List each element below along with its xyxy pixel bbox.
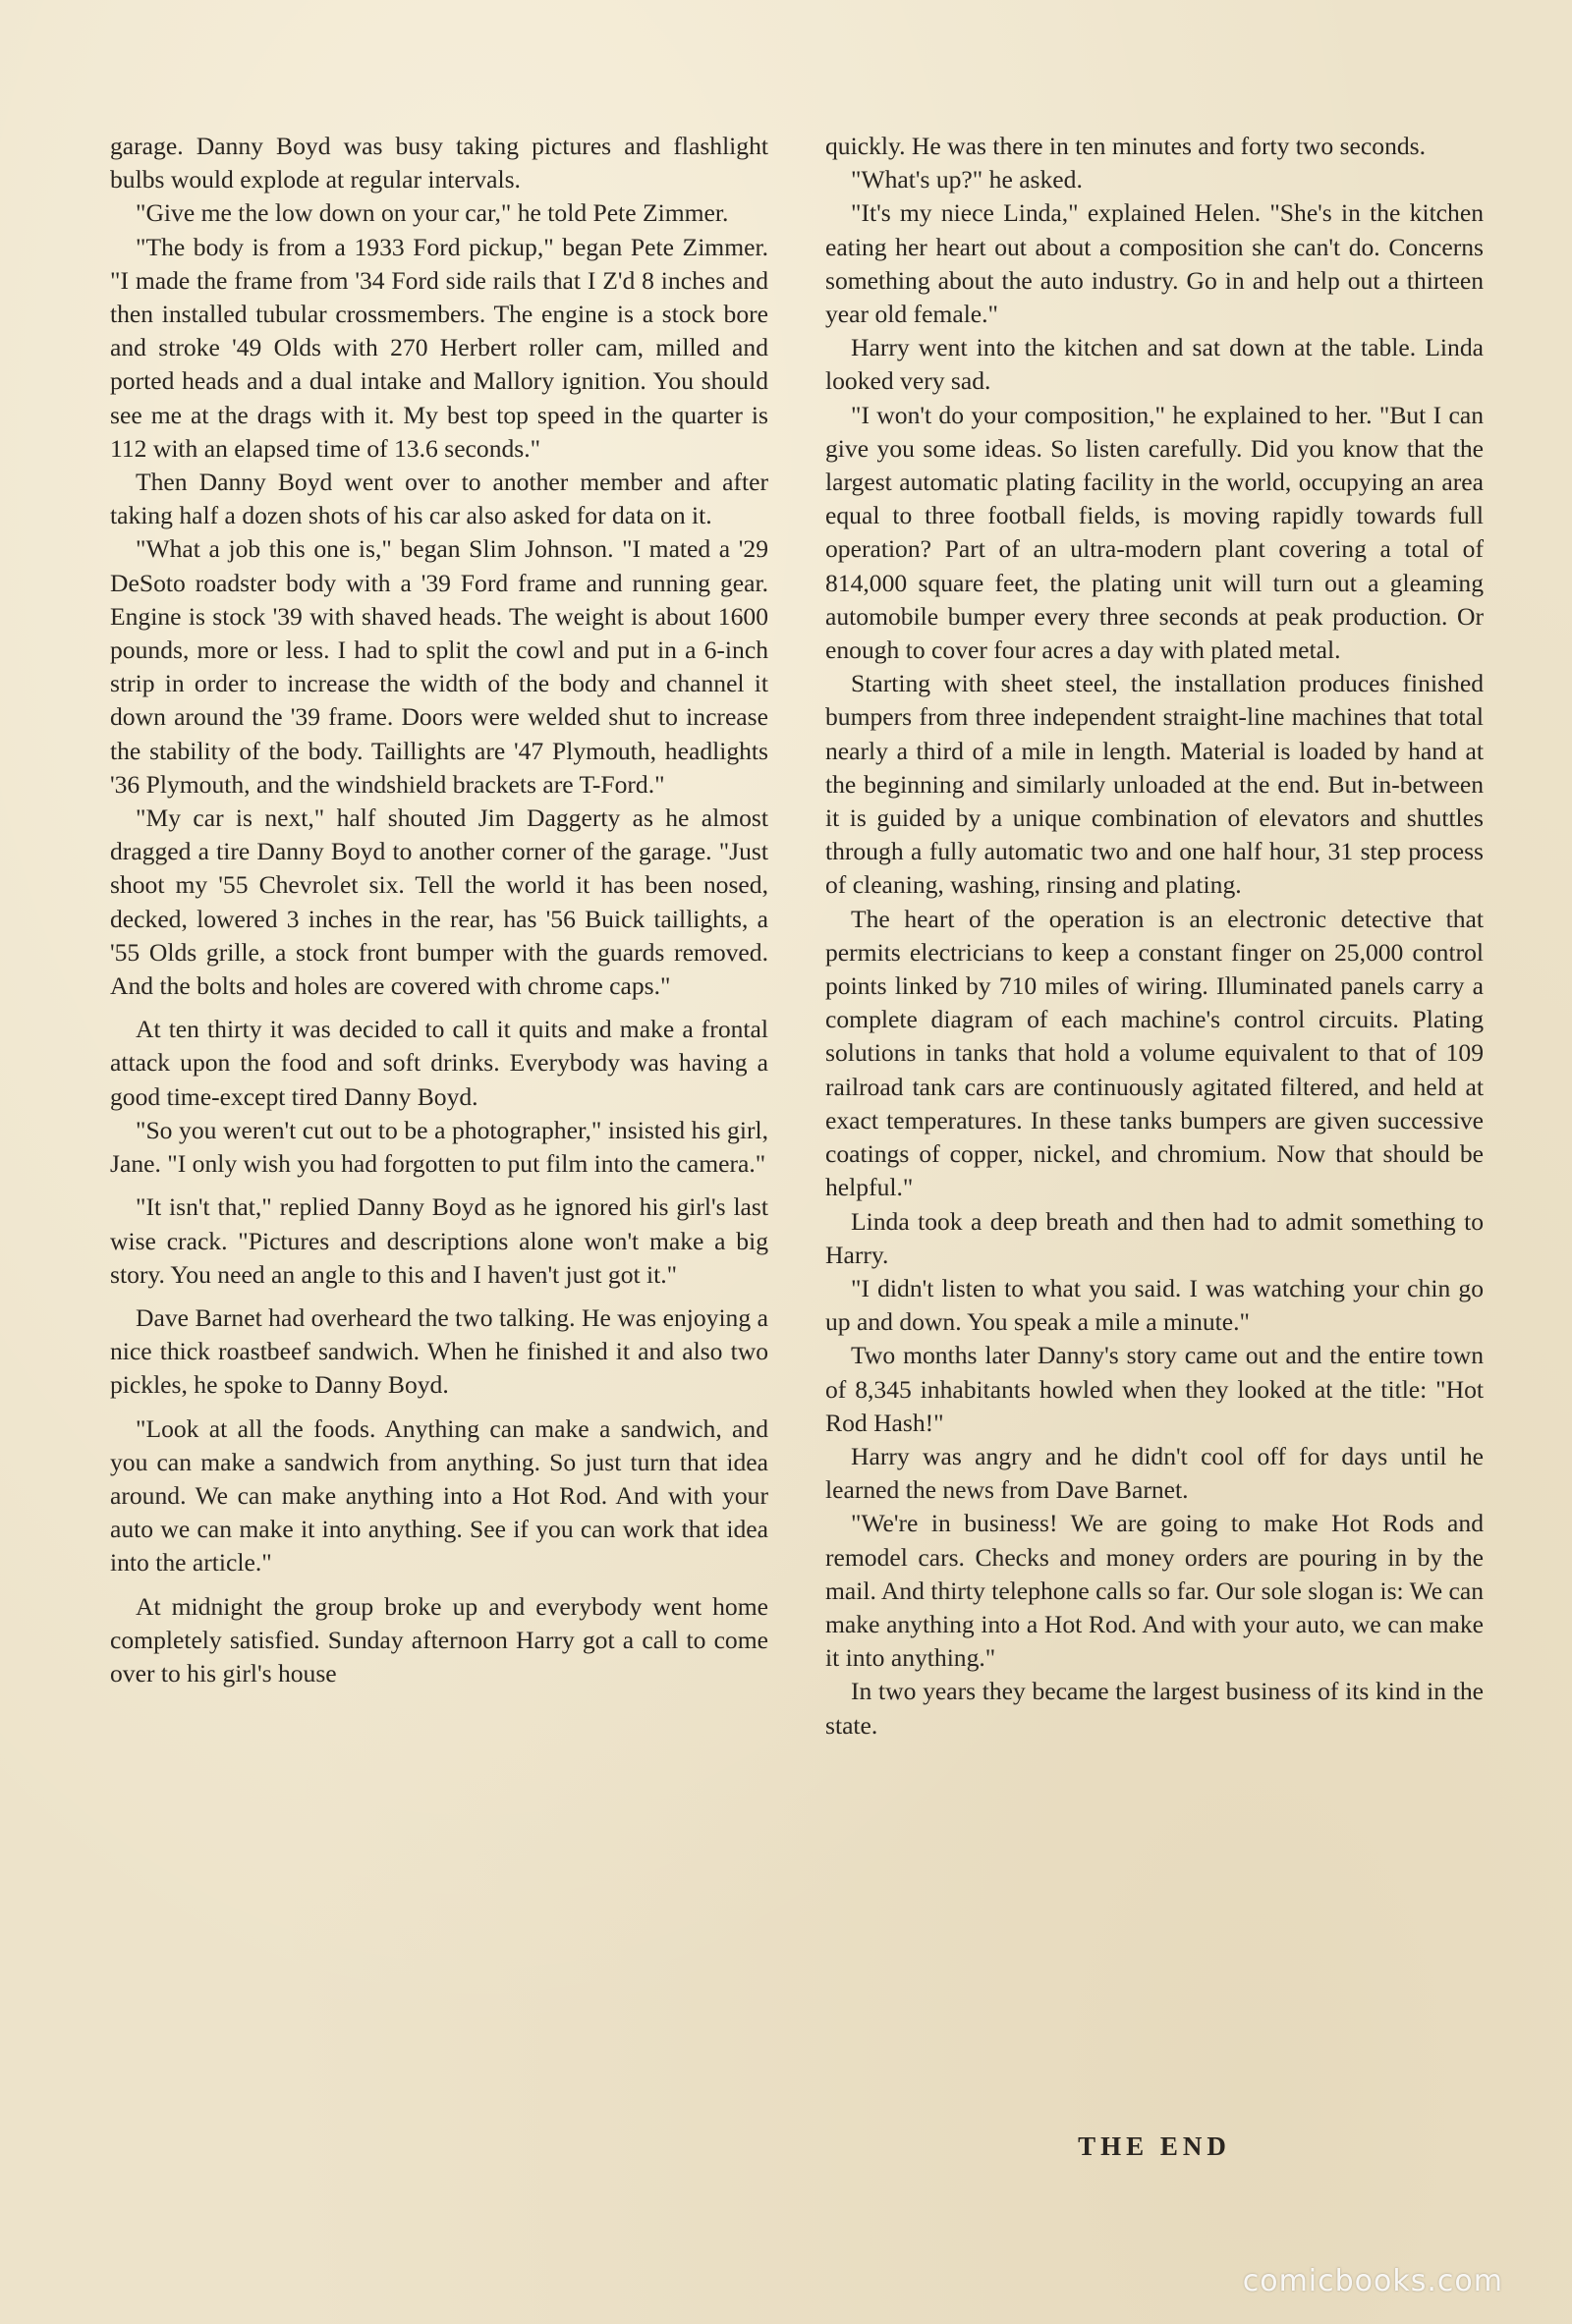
paragraph: At ten thirty it was decided to call it quits and make a frontal attack upon the food and soft drinks. Everybody was having a good time-except tired Danny Boyd.: [110, 1015, 768, 1111]
paragraph: quickly. He was there in ten minutes and forty two seconds.: [825, 132, 1427, 160]
paragraph: "I didn't listen to what you said. I was watching your chin go up and down. You speak a mile a minute.": [825, 1273, 1484, 1337]
paragraph: In two years they became the largest business of its kind in the state.: [825, 1677, 1484, 1740]
site-watermark: comicbooks.com: [1242, 2264, 1503, 2298]
paragraph: "It's my niece Linda," explained Helen. "She's in the kitchen eating her heart out about a composition she can't do. Concerns something about the auto industry. Go in and help out a thirteen year old female.": [825, 198, 1484, 329]
paragraph: Harry went into the kitchen and sat down at the table. Linda looked very sad.: [825, 333, 1484, 396]
paragraph: "I won't do your composition," he explained to her. "But I can give you some ideas. So listen carefully. Did you know that the largest automatic plating facility in the world, occupying an area equal to three football fields, is moving rapidly towards full operation? Part of an ultra-modern plant covering a total of 814,000 square feet, the plating unit will turn out a gleaming automobile bumper every three seconds at peak production. Or enough to cover four acres a day with plated metal.: [825, 400, 1484, 665]
paragraph: At midnight the group broke up and everybody went home completely satisfied. Sunday afternoon Harry got a call to come over to his girl's house: [110, 1591, 768, 1688]
paragraph: "What a job this one is," began Slim Johnson. "I mated a '29 DeSoto roadster body with a '39 Ford frame and running gear. Engine is stock '39 with shaved heads. The weight is about 1600 pounds, more or less. I had to split the cowl and put in a 6-inch strip in order to increase the width of the body and channel it down around the '39 frame. Doors were welded shut to increase the stability of the body. Taillights are '47 Plymouth, headlights '36 Plymouth, and the windshield brackets are T-Ford.": [110, 534, 768, 799]
left-text-column: [110, 130, 768, 1690]
paragraph: "It isn't that," replied Danny Boyd as he ignored his girl's last wise crack. "Pictures and descriptions alone won't make a big story. You need an angle to this and I haven't just got it.": [110, 1192, 768, 1289]
paragraph: The heart of the operation is an electronic detective that permits electricians to keep a constant finger on 25,000 control points linked by 710 miles of wiring. Illuminated panels carry a complete diagram of each machine's control circuits. Plating solutions in tanks that hold a volume equivalent to that of 109 railroad tank cars are continuously agitated filtered, and held at exact temperatures. In these tanks bumpers are given successive coatings of copper, nickel, and chromium. Now that should be helpful.": [825, 904, 1484, 1202]
paragraph: Starting with sheet steel, the installation produces finished bumpers from three independent straight-line machines that total nearly a third of a mile in length. Material is loaded by hand at the beginning and similarly unloaded at the end. But in-between it is guided by a unique combination of elevators and shuttles through a fully automatic two and one half hour, 31 step process of cleaning, washing, rinsing and plating.: [825, 669, 1484, 900]
paragraph: Linda took a deep breath and then had to admit something to Harry.: [825, 1206, 1484, 1269]
right-text-column: [825, 130, 1484, 1743]
paragraph: "My car is next," half shouted Jim Daggerty as he almost dragged a tire Danny Boyd to another corner of the garage. "Just shoot my '55 Chevrolet six. Tell the world it has been nosed, decked, lowered 3 inches in the rear, has '56 Buick taillights, a '55 Olds grille, a stock front bumper with the guards removed. And the bolts and holes are covered with chrome caps.": [110, 803, 768, 1001]
paragraph: "The body is from a 1933 Ford pickup," began Pete Zimmer. "I made the frame from '34 Ford side rails that I Z'd 8 inches and then installed tubular crossmembers. The engine is a stock bore and stroke '49 Olds with 270 Herbert roller cam, milled and ported heads and a dual intake and Mallory ignition. You should see me at the drags with it. My best top speed in the quarter is 112 with an elapsed time of 13.6 seconds.": [110, 232, 768, 463]
paragraph: "So you weren't cut out to be a photographer," insisted his girl, Jane. "I only wish you had forgotten to put film into the camera.": [110, 1115, 768, 1179]
paragraph: Two months later Danny's story came out and the entire town of 8,345 inhabitants howled when they looked at the title: "Hot Rod Hash!": [825, 1341, 1484, 1437]
paragraph: Harry was angry and he didn't cool off for days until he learned the news from Dave Barnet.: [825, 1441, 1484, 1505]
paragraph: "Give me the low down on your car," he told Pete Zimmer.: [136, 198, 729, 228]
paragraph: garage. Danny Boyd was busy taking pictures and flashlight bulbs would explode at regular intervals.: [110, 132, 768, 194]
paragraph: "What's up?" he asked.: [851, 165, 1083, 194]
paragraph: "We're in business! We are going to make Hot Rods and remodel cars. Checks and money orders are pouring in by the mail. And thirty telephone calls so far. Our sole slogan is: We can make anything into a Hot Rod. And with your auto, we can make it into anything.": [825, 1509, 1484, 1673]
paragraph: Dave Barnet had overheard the two talking. He was enjoying a nice thick roastbeef sandwich. When he finished it and also two pickles, he spoke to Danny Boyd.: [110, 1302, 768, 1400]
the-end-label: THE END: [1078, 2131, 1231, 2161]
paragraph: "Look at all the foods. Anything can make a sandwich, and you can make a sandwich from anything. So just turn that idea around. We can make anything into a Hot Rod. And with your auto we can make it into anything. See if you can work that idea into the article.": [110, 1413, 768, 1577]
paragraph: Then Danny Boyd went over to another member and after taking half a dozen shots of his car also asked for data on it.: [110, 468, 768, 530]
